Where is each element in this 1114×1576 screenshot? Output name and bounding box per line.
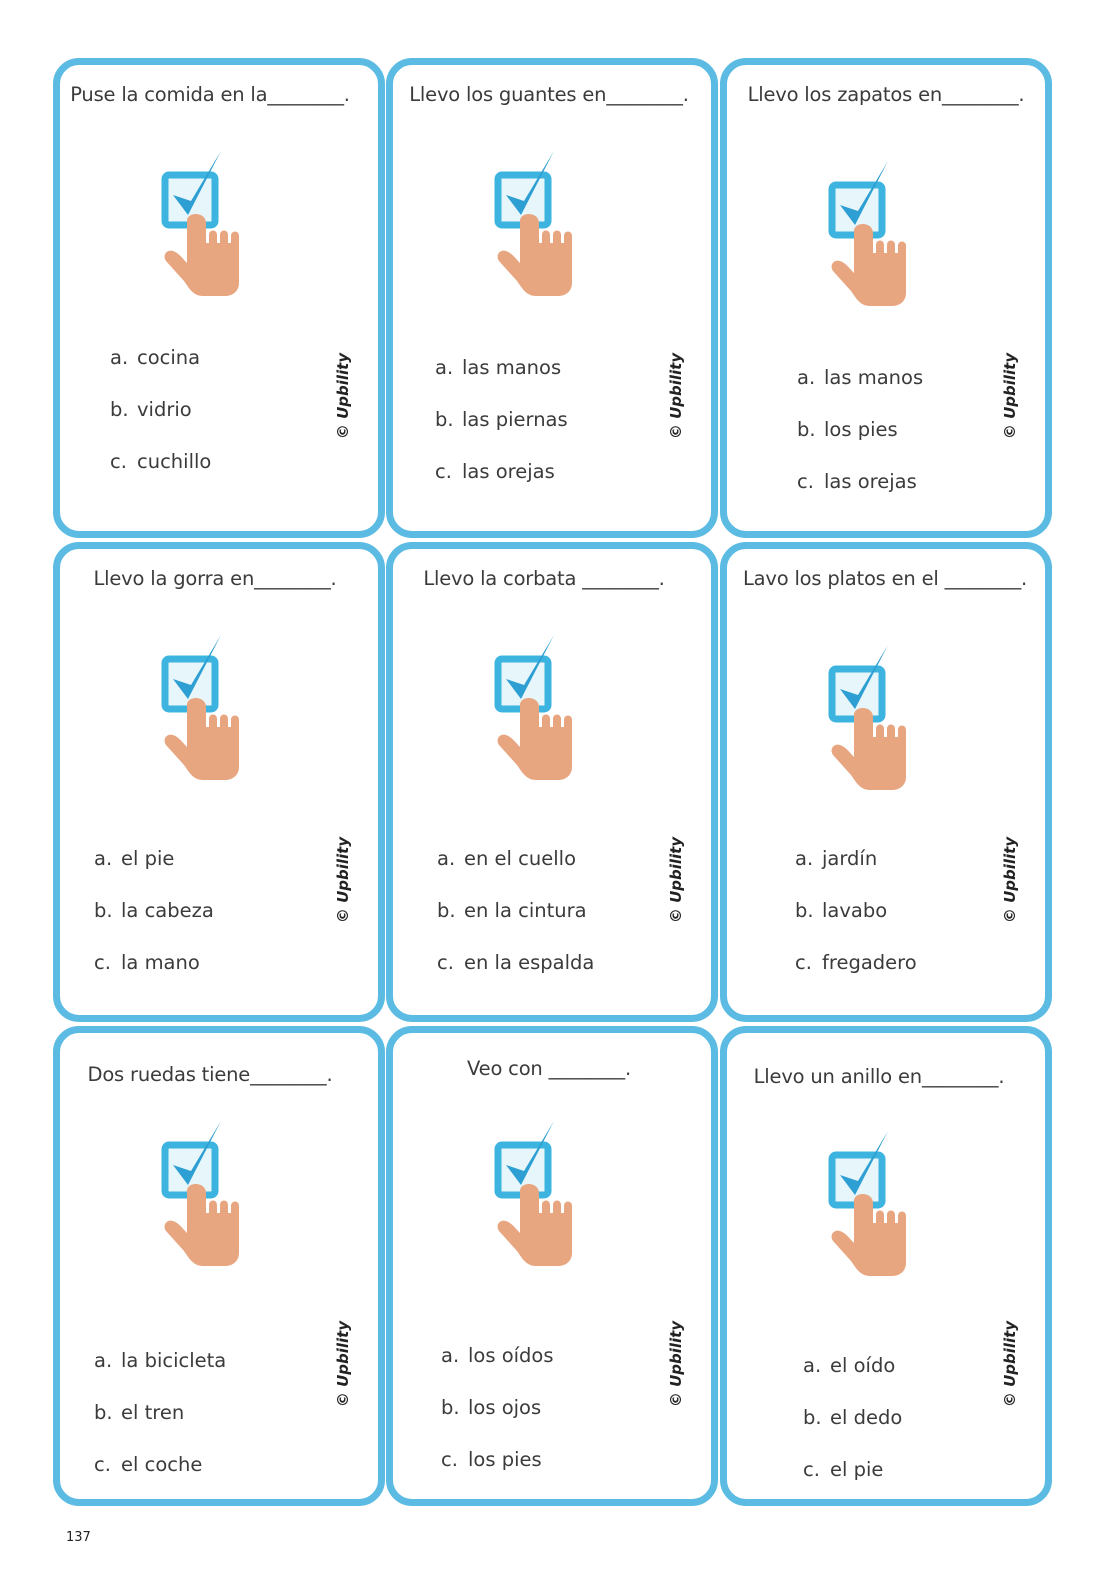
checkbox-hand-icon	[492, 635, 612, 795]
option-b: b. las piernas	[435, 408, 568, 431]
checkbox-hand-icon	[492, 1121, 612, 1281]
checkbox-hand-icon	[826, 161, 946, 321]
card-6	[720, 542, 1052, 1022]
checkbox-hand-icon	[159, 635, 279, 795]
copyright-label: © Upbility	[334, 1320, 352, 1408]
option-b: b. los ojos	[441, 1396, 542, 1419]
card-3	[720, 58, 1052, 538]
options	[795, 846, 917, 1002]
copyright-label: © Upbility	[667, 352, 685, 440]
option-a: a. cocina	[110, 346, 201, 369]
option-b: b. vidrio	[110, 398, 192, 421]
question: Llevo los guantes en________.	[409, 83, 689, 106]
card-7	[53, 1026, 385, 1506]
checkbox-hand-icon	[492, 151, 612, 311]
option-b: b. los pies	[797, 418, 898, 441]
options	[437, 846, 594, 1002]
option-a: a. los oídos	[441, 1344, 554, 1367]
options	[441, 1343, 554, 1499]
option-a: a. el oído	[803, 1354, 896, 1377]
copyright-label: © Upbility	[334, 352, 352, 440]
question: Veo con ________.	[467, 1057, 631, 1080]
option-b: b. la cabeza	[94, 899, 214, 922]
copyright-label: © Upbility	[667, 1320, 685, 1408]
option-c: c. el coche	[94, 1453, 203, 1476]
options	[435, 355, 568, 511]
options	[803, 1353, 902, 1509]
question: Llevo los zapatos en________.	[747, 83, 1025, 106]
option-a: a. el pie	[94, 847, 175, 870]
option-c: c. cuchillo	[110, 450, 212, 473]
copyright-label: © Upbility	[1001, 352, 1019, 440]
checkbox-hand-icon	[826, 1131, 946, 1291]
option-b: b. en la cintura	[437, 899, 587, 922]
option-a: a. jardín	[795, 847, 878, 870]
card-4	[53, 542, 385, 1022]
question: Llevo la gorra en________.	[93, 567, 337, 590]
checkbox-hand-icon	[159, 151, 279, 311]
copyright-label: © Upbility	[1001, 1320, 1019, 1408]
copyright-label: © Upbility	[667, 836, 685, 924]
card-1	[53, 58, 385, 538]
option-c: c. la mano	[94, 951, 200, 974]
option-c: c. en la espalda	[437, 951, 595, 974]
options	[94, 846, 214, 1002]
question: Puse la comida en la________.	[70, 83, 350, 106]
question: Dos ruedas tiene________.	[87, 1063, 333, 1086]
option-c: c. las orejas	[797, 470, 917, 493]
option-a: a. en el cuello	[437, 847, 577, 870]
option-a: a. las manos	[797, 366, 924, 389]
question: Llevo la corbata ________.	[423, 567, 665, 590]
option-a: a. las manos	[435, 356, 562, 379]
option-a: a. la bicicleta	[94, 1349, 227, 1372]
question: Llevo un anillo en________.	[753, 1065, 1005, 1088]
option-c: c. el pie	[803, 1458, 884, 1481]
checkbox-hand-icon	[159, 1121, 279, 1281]
options	[94, 1348, 226, 1504]
card-8	[386, 1026, 718, 1506]
options	[110, 345, 211, 501]
option-c: c. las orejas	[435, 460, 555, 483]
page-number: 137	[66, 1530, 91, 1545]
checkbox-hand-icon	[826, 645, 946, 805]
question: Lavo los platos en el ________.	[742, 567, 1028, 590]
card-9	[720, 1026, 1052, 1506]
card-5	[386, 542, 718, 1022]
option-b: b. el dedo	[803, 1406, 903, 1429]
option-b: b. lavabo	[795, 899, 888, 922]
copyright-label: © Upbility	[1001, 836, 1019, 924]
option-b: b. el tren	[94, 1401, 185, 1424]
copyright-label: © Upbility	[334, 836, 352, 924]
option-c: c. los pies	[441, 1448, 542, 1471]
option-c: c. fregadero	[795, 951, 917, 974]
card-2	[386, 58, 718, 538]
options	[797, 365, 923, 521]
